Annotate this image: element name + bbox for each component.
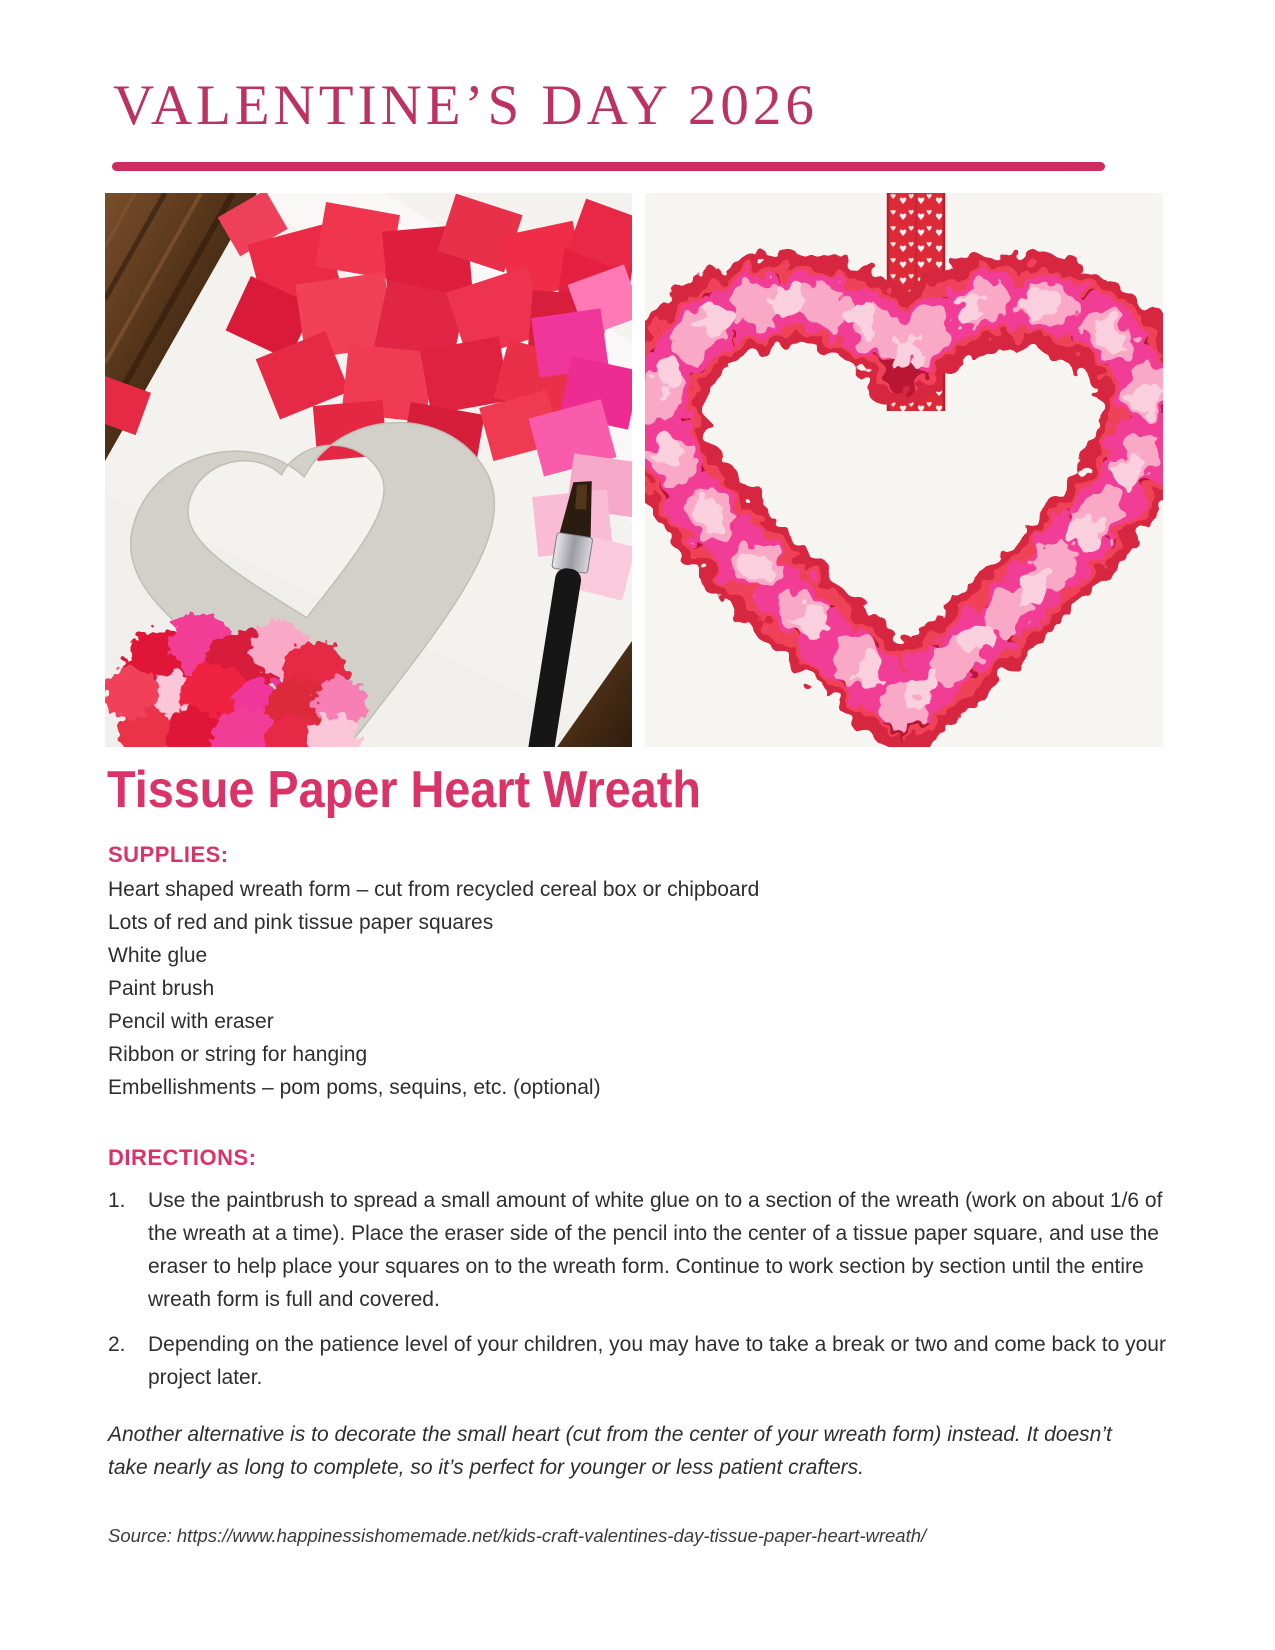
supply-item: Ribbon or string for hanging — [108, 1042, 368, 1066]
step-number: 1. — [108, 1188, 126, 1212]
directions-list — [108, 1184, 1167, 1394]
supplies-label: SUPPLIES: — [108, 841, 229, 867]
supply-item: Pencil with eraser — [108, 1009, 274, 1033]
photo-row — [105, 193, 1163, 747]
article-heading: Tissue Paper Heart Wreath — [107, 761, 701, 819]
step-number: 2. — [108, 1332, 126, 1356]
supply-item: White glue — [108, 943, 208, 967]
directions-label: DIRECTIONS: — [108, 1144, 257, 1170]
direction-step — [108, 1184, 1167, 1316]
page-title: VALENTINE’S DAY 2026 — [113, 74, 818, 137]
step-text: Depending on the patience level of your children, you may have to take a break or two and come back to your project later. — [148, 1332, 1166, 1389]
supply-item: Heart shaped wreath form – cut from recycled cereal box or chipboard — [108, 877, 760, 901]
alternative-note: Another alternative is to decorate the small heart (cut from the center of your wreath form) instead. It doesn’t take nearly as long to complete, so it’s perfect for younger or less patient crafters. — [108, 1422, 1112, 1479]
supplies-list — [108, 873, 1167, 1104]
photo-finished-wreath — [645, 193, 1163, 747]
direction-step — [108, 1328, 1167, 1394]
masthead — [113, 76, 1123, 136]
supply-item: Paint brush — [108, 976, 215, 1000]
supply-item: Embellishments – pom poms, sequins, etc. (optional) — [108, 1075, 601, 1099]
step-text: Use the paintbrush to spread a small amount of white glue on to a section of the wreath (work on about 1/6 of the wreath at a time). Place the eraser side of the pencil into the center of a tissue paper square, and use the eraser to help place your squares on to the wreath form. Continue to work section by section until the entire wreath form is full and covered. — [148, 1188, 1163, 1311]
photo-craft-supplies — [105, 193, 632, 747]
article — [105, 747, 1167, 1548]
source-citation: Source: https://www.happinessishomemade.net/kids-craft-valentines-day-tissue-paper-heart-wreath/ — [108, 1524, 927, 1546]
supply-item: Lots of red and pink tissue paper squares — [108, 910, 494, 934]
divider-rule — [112, 162, 1105, 171]
